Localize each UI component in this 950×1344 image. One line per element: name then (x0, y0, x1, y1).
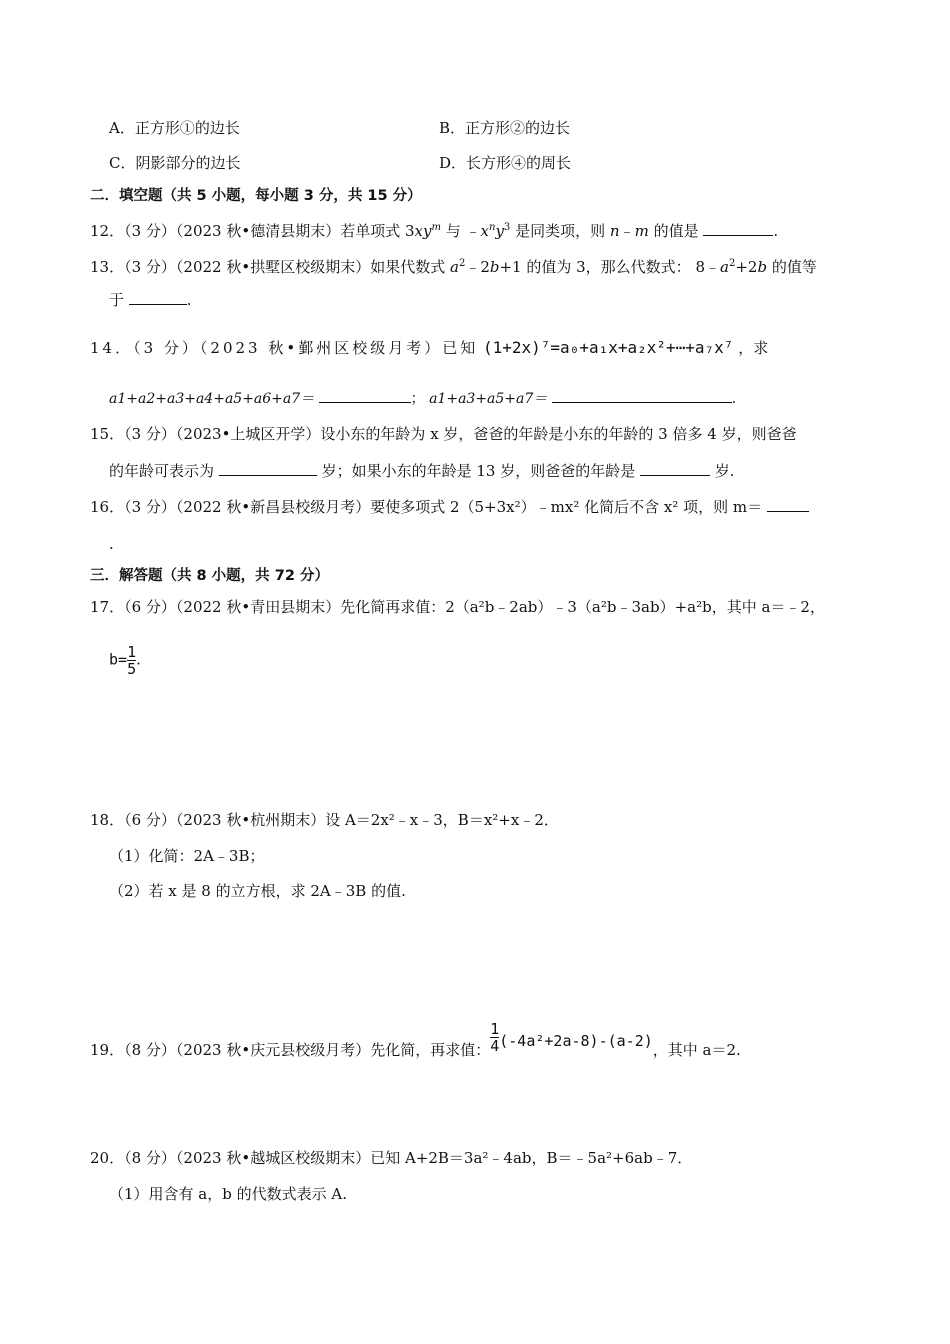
question-18-sub2: （2）若 x 是 8 的立方根，求 2A﹣3B 的值. (109, 882, 406, 900)
q17-b-label: b= (109, 650, 128, 669)
option-c: C．阴影部分的边长 (109, 154, 241, 172)
answer-blank[interactable] (552, 388, 732, 403)
answer-blank[interactable] (640, 461, 710, 476)
q12-suffix: 的值是 (653, 222, 699, 240)
answer-blank[interactable] (703, 221, 773, 236)
question-13-line2: 于 . (109, 291, 192, 309)
q13-line2: 于 (109, 291, 125, 309)
question-15: 15．（3 分）（2023•上城区开学）设小东的年龄为 x 岁，爸爸的年龄是小东的年龄的 3 倍多 4 岁，则爸爸 (90, 425, 797, 443)
question-20: 20．（8 分）（2023 秋•越城区校级期末）已知 A+2B＝3a²﹣4ab，B＝﹣5a²+6ab﹣7． (90, 1149, 693, 1167)
question-12: 12．（3 分）（2023 秋•德清县期末）若单项式 $3xy^m$ 与 $﹣x^ny^3$ 是同类项，则 n﹣m 的值是 . (90, 222, 779, 240)
q19-numerator: 1 (490, 1019, 500, 1038)
question-17: 17．（6 分）（2022 秋•青田县期末）先化简再求值：2（a²b﹣2ab）﹣3（a²b﹣3ab）+a²b，其中 a＝﹣2， (90, 598, 825, 616)
option-b: B．正方形②的边长 (439, 119, 571, 137)
q14-sum2: a1+a3+a5+a7＝ (429, 391, 548, 407)
option-d: D．长方形④的周长 (439, 154, 572, 172)
q19-prefix: 19．（8 分）（2023 秋•庆元县校级月考）先化简，再求值： (90, 1041, 491, 1059)
answer-blank[interactable] (129, 290, 187, 305)
q12-mid2: 是同类项，则 (515, 222, 606, 240)
question-18-sub1: （1）化简：2A﹣3B； (109, 847, 265, 865)
q17-fraction (127, 644, 136, 677)
question-13: 13．（3 分）（2022 秋•拱墅区校级期末）如果代数式 $a^2﹣2b+1$ 的值为 3，那么代数式： $8﹣a^2+2b$ 的值等 (90, 258, 817, 276)
q15-line2-a: 的年龄可表示为 (109, 462, 215, 480)
q16-prefix: 16．（3 分）（2022 秋•新昌县校级月考）要使多项式 2（5+3x²）﹣mx² 化简后不含 x² 项，则 m＝ (90, 498, 763, 516)
q19-suffix: ，其中 a＝2. (652, 1041, 741, 1059)
answer-blank[interactable] (767, 497, 809, 512)
answer-blank[interactable] (219, 461, 317, 476)
q14-sum1: a1+a2+a3+a4+a5+a6+a7＝ (109, 391, 315, 407)
option-a: A．正方形①的边长 (109, 119, 240, 137)
q19-expression: (-4a²+2a-8)-(a-2) (499, 1032, 653, 1050)
question-17-b-value: b= $\frac{1}{5}$ . (109, 643, 141, 678)
question-19 (90, 1018, 741, 1068)
question-16-end: . (109, 535, 114, 553)
q12-prefix: 12．（3 分）（2023 秋•德清县期末）若单项式 (90, 222, 401, 240)
question-20-sub1: （1）用含有 a，b 的代数式表示 A. (109, 1185, 347, 1203)
q13-suffix: 的值等 (771, 258, 817, 276)
question-15-line2 (109, 461, 735, 481)
q13-prefix: 13．（3 分）（2022 秋•拱墅区校级期末）如果代数式 (90, 258, 446, 276)
answer-blank[interactable] (319, 388, 411, 403)
q17-numerator: 1 (127, 643, 137, 661)
question-16 (90, 497, 809, 517)
q14-suffix: ，求 (738, 339, 769, 357)
q12-mid1: 与 (445, 222, 461, 240)
question-14 (90, 338, 860, 358)
section-answer-title: 三．解答题（共 8 小题，共 72 分） (90, 568, 329, 584)
q17-denominator: 5 (127, 660, 137, 678)
q15-line2-c: 岁. (714, 462, 735, 480)
q15-line2-b: 岁；如果小东的年龄是 13 岁，则爸爸的年龄是 (321, 462, 636, 480)
q19-fraction (490, 1021, 499, 1054)
q19-denominator: 4 (490, 1036, 500, 1055)
q14-formula: (1+2x)⁷=a₀+a₁x+a₂x²+⋯+a₇x⁷ (482, 338, 734, 357)
q14-prefix: 14．（3 分）（2023 秋•鄞州区校级月考）已知 (90, 339, 479, 357)
q13-mid: 的值为 3，那么代数式： (526, 258, 691, 276)
question-18: 18．（6 分）（2023 秋•杭州期末）设 A＝2x²﹣x﹣3，B＝x²+x﹣2． (90, 811, 559, 829)
section-fill-in-title: 二．填空题（共 5 小题，每小题 3 分，共 15 分） (90, 188, 422, 204)
question-14-line2: a1+a2+a3+a4+a5+a6+a7＝ ； a1+a3+a5+a7＝ . (109, 388, 736, 409)
